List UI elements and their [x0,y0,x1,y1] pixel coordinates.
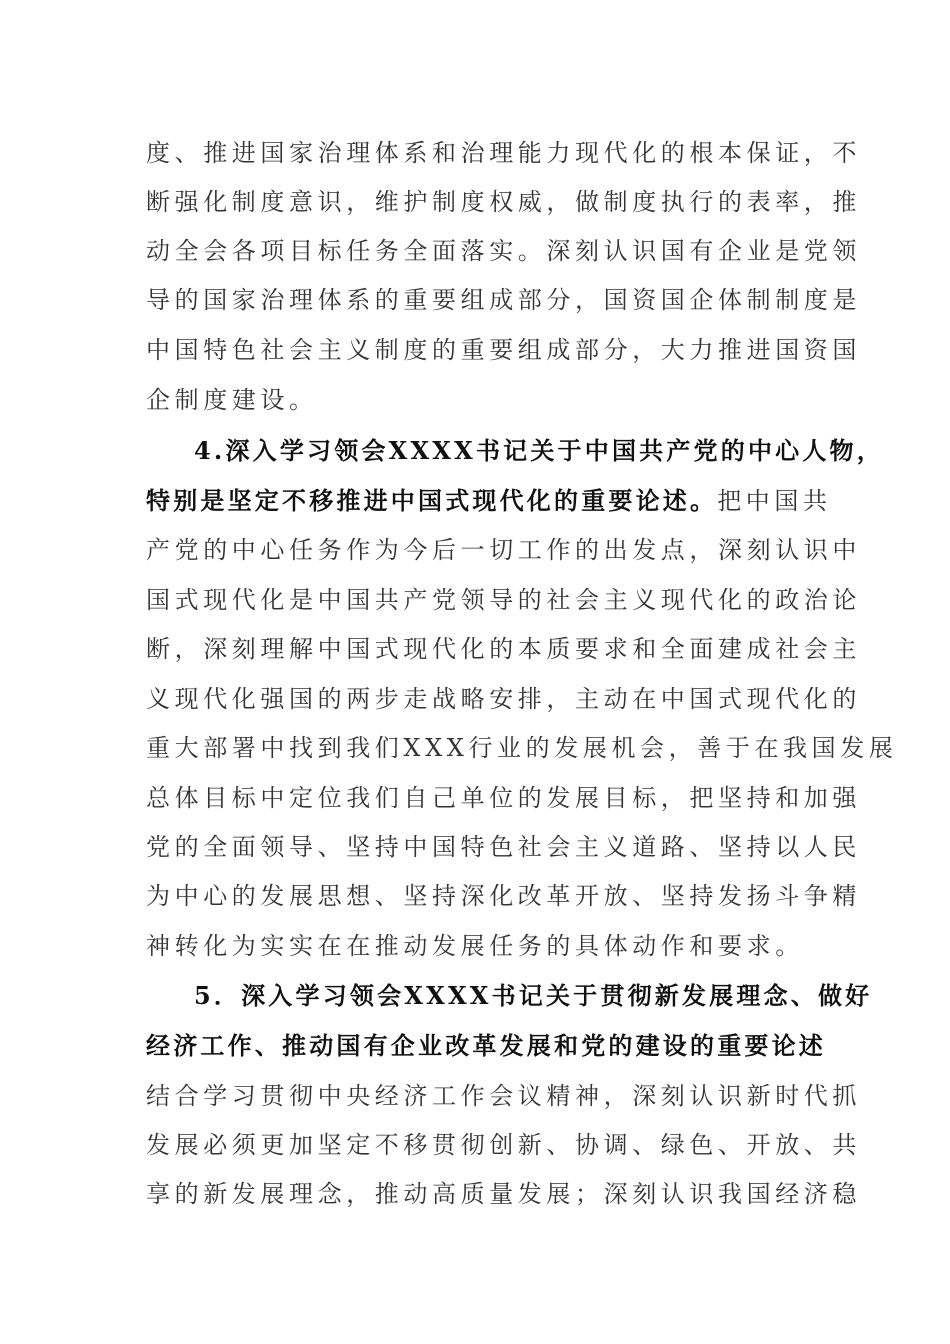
paragraph-line: 总体目标中定位我们自己单位的发展目标，把坚持和加强 [146,784,861,812]
paragraph-line: 重大部署中找到我们XXX行业的发展机会，善于在我国发展 [146,734,898,762]
section-heading-5: 5．深入学习领会XXXX书记关于贯彻新发展理念、做好 [194,981,873,1010]
paragraph-line: 结合学习贯彻中央经济工作会议精神，深刻认识新时代抓 [146,1082,861,1110]
paragraph-line: 断，深刻理解中国式现代化的本质要求和全面建成社会主 [146,635,861,663]
paragraph-line: 企制度建设。 [146,386,318,414]
paragraph-line: 中国特色社会主义制度的重要组成部分，大力推进国资国 [146,336,861,364]
section-heading-5-continuation: 经济工作、推动国有企业改革发展和党的建设的重要论述 [146,1031,826,1060]
paragraph-line: 为中心的发展思想、坚持深化改革开放、坚持发扬斗争精 [146,882,861,910]
section-heading-4-continuation [146,481,832,521]
section-heading-4-tail: 特别是坚定不移推进中国式现代化的重要论述。 [146,486,718,515]
paragraph-line: 断强化制度意识，维护制度权威，做制度执行的表率，推 [146,188,861,216]
paragraph-line: 党的全面领导、坚持中国特色社会主义道路、坚持以人民 [146,833,861,861]
paragraph-line: 度、推进国家治理体系和治理能力现代化的根本保证，不 [146,139,861,167]
paragraph-text: 把中国共 [717,487,832,515]
paragraph-line: 国式现代化是中国共产党领导的社会主义现代化的政治论 [146,586,861,614]
section-heading-4: 4.深入学习领会XXXX书记关于中国共产党的中心人物， [194,436,884,465]
paragraph-line: 神转化为实实在在推动发展任务的具体动作和要求。 [146,932,804,960]
paragraph-line: 义现代化强国的两步走战略安排，主动在中国式现代化的 [146,685,861,713]
paragraph-line: 享的新发展理念，推动高质量发展；深刻认识我国经济稳 [146,1180,861,1208]
paragraph-line: 导的国家治理体系的重要组成部分，国资国企体制制度是 [146,286,861,314]
paragraph-line: 动全会各项目标任务全面落实。深刻认识国有企业是党领 [146,237,861,265]
paragraph-line: 产党的中心任务作为今后一切工作的出发点，深刻认识中 [146,536,861,564]
paragraph-line: 发展必须更加坚定不移贯彻创新、协调、绿色、开放、共 [146,1131,861,1159]
